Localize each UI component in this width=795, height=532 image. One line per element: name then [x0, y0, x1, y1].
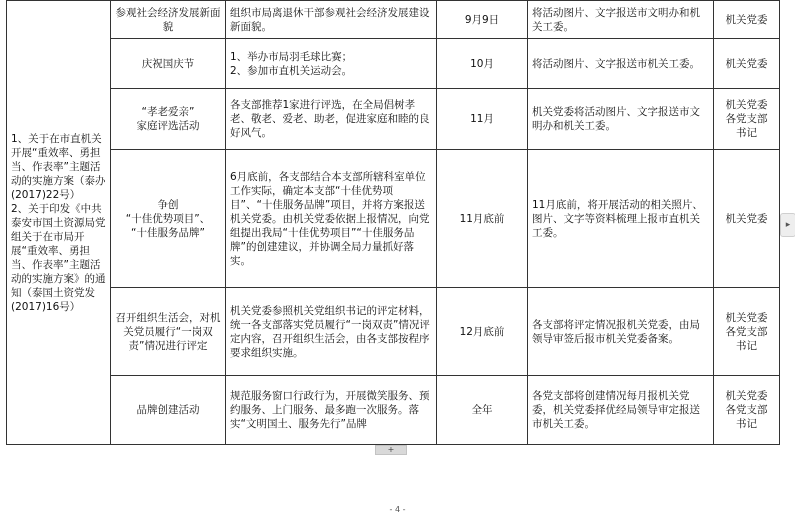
table-row	[7, 39, 780, 89]
requirement-cell: 将活动图片、文字报送市机关工委。	[528, 39, 714, 89]
activity-cell: 争创 “十佳优势项目”、 “十佳服务品牌”	[111, 150, 226, 288]
activity-cell: 召开组织生活会，对机关党员履行“一岗双责”情况进行评定	[111, 288, 226, 376]
content-cell: 各支部推荐1家进行评选，在全局倡树孝老、敬老、爱老、助老，促进家庭和睦的良好风气。	[226, 89, 437, 150]
dept-cell: 机关党委 各党支部 书记	[714, 288, 780, 376]
time-cell: 12月底前	[437, 288, 528, 376]
time-cell: 11月	[437, 89, 528, 150]
insert-row-handle[interactable]: +	[375, 445, 407, 455]
table-row	[7, 288, 780, 376]
activity-cell: 品牌创建活动	[111, 376, 226, 445]
requirement-cell: 各党支部将创建情况每月报机关党委，机关党委择优经局领导审定报送市机关工委。	[528, 376, 714, 445]
table-row	[7, 1, 780, 39]
requirement-cell: 机关党委将活动图片、文字报送市文明办和机关工委。	[528, 89, 714, 150]
time-cell: 全年	[437, 376, 528, 445]
activity-cell: 参观社会经济发展新面貌	[111, 1, 226, 39]
time-cell: 9月9日	[437, 1, 528, 39]
content-cell: 1、举办市局羽毛球比赛； 2、参加市直机关运动会。	[226, 39, 437, 89]
table-row	[7, 376, 780, 445]
activity-cell: 庆祝国庆节	[111, 39, 226, 89]
content-cell: 组织市局离退休干部参观社会经济发展建设新面貌。	[226, 1, 437, 39]
content-cell: 规范服务窗口行政行为，开展微笑服务、预约服务、上门服务、最多跑一次服务。落实“文明国土、服务先行”品牌	[226, 376, 437, 445]
dept-cell: 机关党委	[714, 39, 780, 89]
page-number: - 4 -	[389, 505, 406, 514]
dept-cell: 机关党委	[714, 150, 780, 288]
requirement-cell: 11月底前，将开展活动的相关照片、图片、文字等资料梳理上报市直机关工委。	[528, 150, 714, 288]
activity-cell: “孝老爱亲” 家庭评选活动	[111, 89, 226, 150]
time-cell: 10月	[437, 39, 528, 89]
dept-cell: 机关党委 各党支部 书记	[714, 376, 780, 445]
table-row	[7, 150, 780, 288]
table-row	[7, 89, 780, 150]
content-cell: 机关党委参照机关党组织书记的评定材料，统一各支部落实党员履行“一岗双责”情况评定内容，召开组织生活会，由各支部按程序要求组织实施。	[226, 288, 437, 376]
activity-table	[6, 0, 780, 445]
requirement-cell: 将活动图片、文字报送市文明办和机关工委。	[528, 1, 714, 39]
expand-arrow-icon[interactable]: ▸	[780, 213, 795, 237]
basis-cell: 1、关于在市直机关开展“重效率、勇担当、作表率”主题活动的实施方案（泰办(2017)22号） 2、关于印发《中共泰安市国土资源局党组关于在市局开展“重效率、勇担当、作表率”主题活动的实施方案》的通知（泰国土资党发(2017)16号）	[7, 1, 111, 445]
time-cell: 11月底前	[437, 150, 528, 288]
dept-cell: 机关党委 各党支部 书记	[714, 89, 780, 150]
requirement-cell: 各支部将评定情况报机关党委，由局领导审签后报市机关党委备案。	[528, 288, 714, 376]
content-cell: 6月底前，各支部结合本支部所辖科室单位工作实际，确定本支部“十佳优势项目”、“十佳服务品牌”项目，并将方案报送机关党委。由机关党委依据上报情况，向党组提出我局“十佳优势项目”“十佳服务品牌”的创建建议，并协调全局力量抓好落实。	[226, 150, 437, 288]
dept-cell: 机关党委	[714, 1, 780, 39]
